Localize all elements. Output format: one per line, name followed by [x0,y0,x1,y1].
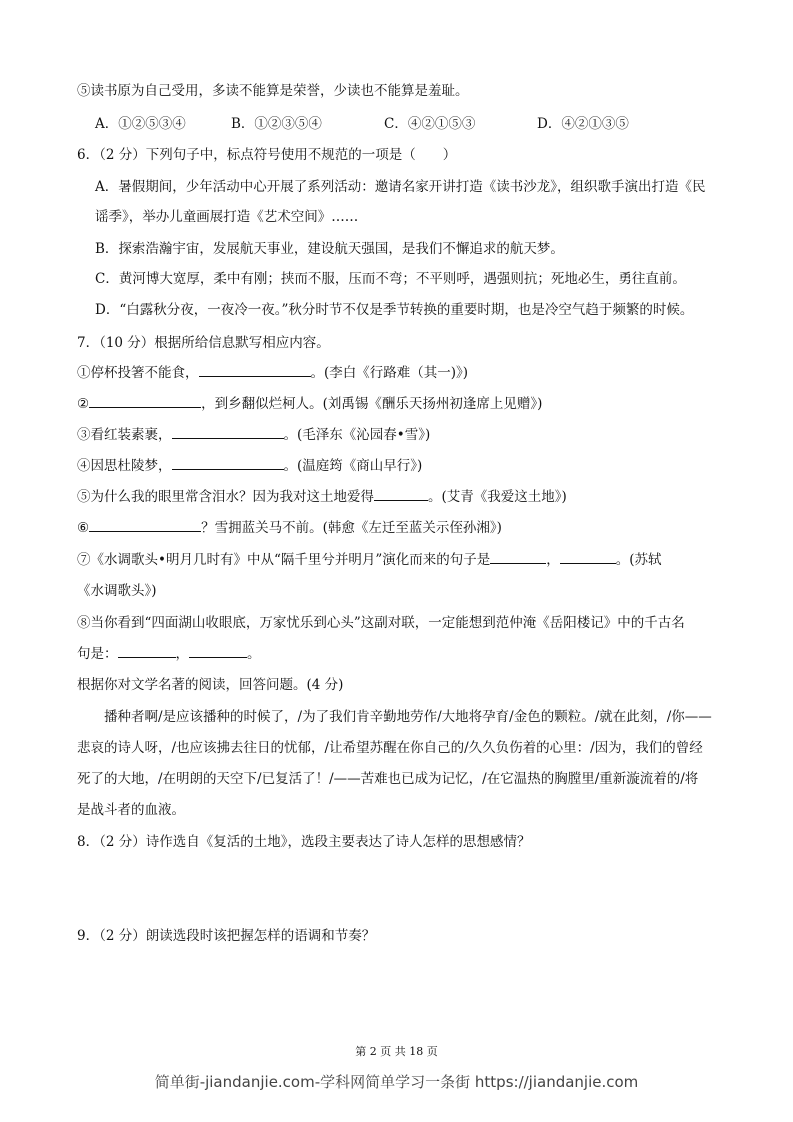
q5-option-a: A．①②⑤③④ [95,116,186,132]
q7-line-1 [77,364,468,382]
q5-option-b: B．①②③⑤④ [231,116,322,132]
line-source: 。(温庭筠《商山早行》) [283,458,423,474]
line-source: 。(李白《行路难（其一)》) [310,365,469,381]
q7-line-8-answer [77,645,261,663]
q6-option-c: C．黄河博大宽厚，柔中有刚；挟而不服，压而不弯；不平则呼，遇强则抗；死地必生，勇往直前。 [95,271,686,287]
answer-blank[interactable] [172,426,284,439]
answer-blank[interactable] [560,551,616,564]
line-text: ④因思杜陵梦， [77,458,172,474]
line-source: ？雪拥蓝关马不前。(韩愈《左迁至蓝关示侄孙湘》) [201,520,502,536]
q6-option-a-line1: A．暑假期间，少年活动中心开展了系列活动：邀请名家开讲打造《读书沙龙》，组织歌手演出打造《民 [95,179,706,195]
q7-line-7 [77,551,662,569]
q9-stem: 9．（2 分）朗读选段时该把握怎样的语调和节奏？ [77,928,376,944]
item5-sentence: ⑤读书原为自己受用，多读不能算是荣誉，少读也不能算是羞耻。 [77,83,469,99]
q5-option-c: C．④②①⑤③ [384,116,476,132]
line-text: ①停杯投箸不能食， [77,365,199,381]
line-text: ⑤为什么我的眼里常含泪水？因为我对这土地爱得 [77,489,374,505]
line-end: 。 [247,646,261,662]
line-text: ⑥ [77,520,90,536]
q7-line-3 [77,426,430,444]
site-banner: 简单街-jiandanjie.com-学科网简单学习一条街 https://jiandanjie.com [154,1073,639,1091]
line-text: ② [77,396,90,412]
answer-blank[interactable] [89,395,201,408]
line-source: ，到乡翻似烂柯人。(刘禹锡《酬乐天扬州初逢席上见赠》) [201,396,543,412]
q6-option-d: D．“白露秋分夜，一夜冷一夜。”秋分时节不仅是季节转换的重要时期，也是冷空气趋于频繁的时候。 [95,302,694,318]
q7-line-7-source: 《水调歌头》) [77,583,157,599]
line-source: 。(苏轼 [615,552,662,568]
line-separator: ， [175,646,189,662]
poem-line-3: 死了的大地，/在明朗的天空下/已复活了！/——苦难也已成为记忆，/在它温热的胸膛里/重新漩流着的/将 [77,771,699,787]
q7-line-2 [77,395,542,413]
line-text: ③看红装素裹， [77,427,172,443]
q5-option-d: D．④②①③⑤ [537,116,629,132]
q7-line-8: ⑧当你看到“四面湖山收眼底，万家忧乐到心头”这副对联，一定能想到范仲淹《岳阳楼记》中的千古名 [77,615,685,631]
q7-line-5 [77,488,567,506]
poem-line-2: 悲哀的诗人呀，/也应该拂去往日的忧郁，/让希望苏醒在你自己的/久久负伤着的心里：/因为，我们的曾经 [77,740,703,756]
answer-blank[interactable] [118,645,176,658]
line-separator: ， [546,552,560,568]
line-text: ⑦《水调歌头•明月几时有》中从“隔千里兮并明月”演化而来的句子是 [77,552,491,568]
answer-blank[interactable] [89,519,201,532]
poem-line-4: 是战斗者的血液。 [77,802,185,818]
answer-blank[interactable] [172,457,284,470]
line-text: 句是： [77,646,118,662]
line-source: 。(毛泽东《沁园春•雪》) [283,427,431,443]
answer-blank[interactable] [490,551,546,564]
q6-option-a-line2: 谣季》，举办儿童画展打造《艺术空间》…… [95,209,359,225]
answer-blank[interactable] [199,364,311,377]
answer-blank[interactable] [189,645,247,658]
reading-intro: 根据你对文学名著的阅读，回答问题。(4 分) [77,677,344,693]
q7-line-6 [77,519,502,537]
line-source: 。(艾青《我爱这土地》) [428,489,567,505]
q6-option-b: B．探索浩瀚宇宙，发展航天事业，建设航天强国，是我们不懈追求的航天梦。 [95,241,564,257]
q7-line-4 [77,457,422,475]
q6-stem: 6．（2 分）下列句子中，标点符号使用不规范的一项是（ ） [77,147,457,163]
answer-blank[interactable] [374,488,428,501]
poem-line-1: 播种者啊/是应该播种的时候了，/为了我们肯辛勤地劳作/大地将孕育/金色的颗粒。/就在此刻，/你—— [104,709,712,725]
q7-stem: 7．（10 分）根据所给信息默写相应内容。 [77,335,330,351]
page-number: 第 2 页 共 18 页 [355,1045,438,1058]
q8-stem: 8．（2 分）诗作选自《复活的土地》，选段主要表达了诗人怎样的思想感情？ [77,834,531,850]
